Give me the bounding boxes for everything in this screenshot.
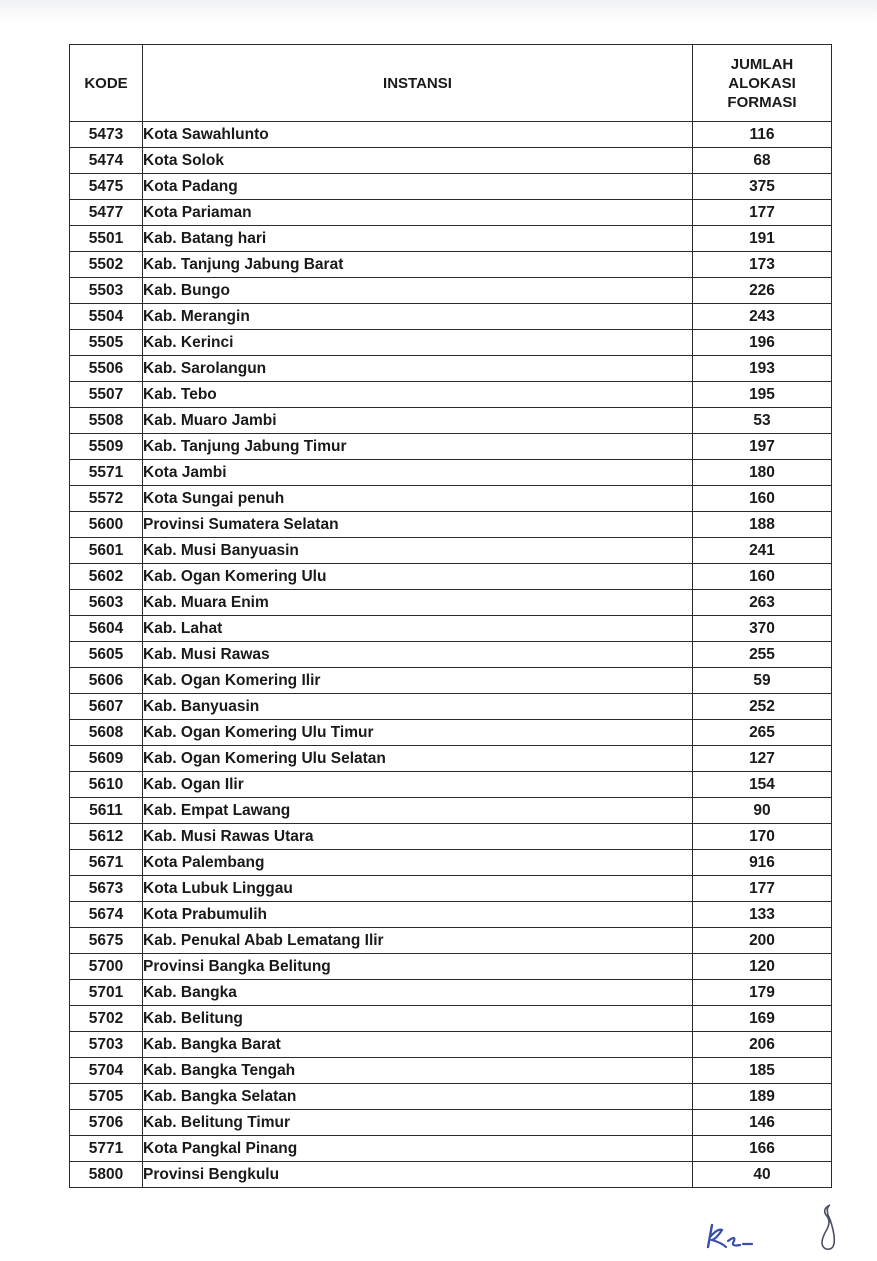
jumlah-cell: 160: [693, 564, 832, 590]
jumlah-cell: 200: [693, 928, 832, 954]
instansi-cell: Kab. Tanjung Jabung Timur: [143, 434, 693, 460]
instansi-cell: Kab. Bangka Barat: [143, 1032, 693, 1058]
jumlah-cell: 263: [693, 590, 832, 616]
kode-cell: 5507: [70, 382, 143, 408]
kode-cell: 5604: [70, 616, 143, 642]
instansi-cell: Kab. Belitung: [143, 1006, 693, 1032]
instansi-cell: Kab. Lahat: [143, 616, 693, 642]
header-kode: KODE: [70, 45, 143, 122]
instansi-cell: Kota Lubuk Linggau: [143, 876, 693, 902]
table-row: [70, 720, 832, 746]
instansi-cell: Kota Solok: [143, 148, 693, 174]
jumlah-cell: 59: [693, 668, 832, 694]
kode-cell: 5474: [70, 148, 143, 174]
jumlah-cell: 90: [693, 798, 832, 824]
table-row: [70, 122, 832, 148]
kode-cell: 5473: [70, 122, 143, 148]
instansi-cell: Kab. Bangka Tengah: [143, 1058, 693, 1084]
instansi-cell: Kab. Musi Rawas Utara: [143, 824, 693, 850]
jumlah-cell: 241: [693, 538, 832, 564]
kode-cell: 5674: [70, 902, 143, 928]
instansi-cell: Kab. Ogan Komering Ulu Timur: [143, 720, 693, 746]
instansi-cell: Kab. Sarolangun: [143, 356, 693, 382]
table-row: [70, 200, 832, 226]
jumlah-cell: 177: [693, 876, 832, 902]
table-row: [70, 564, 832, 590]
header-jumlah-line-2: ALOKASI: [728, 74, 796, 92]
kode-cell: 5706: [70, 1110, 143, 1136]
table-row: [70, 772, 832, 798]
kode-cell: 5675: [70, 928, 143, 954]
jumlah-cell: 197: [693, 434, 832, 460]
instansi-cell: Kab. Musi Rawas: [143, 642, 693, 668]
instansi-cell: Kab. Bangka: [143, 980, 693, 1006]
table-row: [70, 148, 832, 174]
jumlah-cell: 146: [693, 1110, 832, 1136]
table-row: [70, 876, 832, 902]
table-row: [70, 1032, 832, 1058]
kode-cell: 5475: [70, 174, 143, 200]
jumlah-cell: 179: [693, 980, 832, 1006]
jumlah-cell: 916: [693, 850, 832, 876]
table-row: [70, 278, 832, 304]
header-instansi: INSTANSI: [143, 45, 693, 122]
table-row: [70, 382, 832, 408]
instansi-cell: Provinsi Bengkulu: [143, 1162, 693, 1188]
instansi-cell: Kota Pangkal Pinang: [143, 1136, 693, 1162]
kode-cell: 5608: [70, 720, 143, 746]
kode-cell: 5509: [70, 434, 143, 460]
kode-cell: 5505: [70, 330, 143, 356]
jumlah-cell: 206: [693, 1032, 832, 1058]
table-row: [70, 980, 832, 1006]
table-row: [70, 408, 832, 434]
jumlah-cell: 195: [693, 382, 832, 408]
jumlah-cell: 265: [693, 720, 832, 746]
kode-cell: 5602: [70, 564, 143, 590]
instansi-cell: Kota Palembang: [143, 850, 693, 876]
jumlah-cell: 166: [693, 1136, 832, 1162]
kode-cell: 5701: [70, 980, 143, 1006]
table-row: [70, 460, 832, 486]
formasi-allocation-table: [69, 44, 832, 1188]
table-row: [70, 1162, 832, 1188]
table-row: [70, 252, 832, 278]
table-row: [70, 642, 832, 668]
kode-cell: 5572: [70, 486, 143, 512]
table-row: [70, 746, 832, 772]
jumlah-cell: 252: [693, 694, 832, 720]
kode-cell: 5503: [70, 278, 143, 304]
jumlah-cell: 133: [693, 902, 832, 928]
table-row: [70, 798, 832, 824]
instansi-cell: Kota Sungai penuh: [143, 486, 693, 512]
kode-cell: 5800: [70, 1162, 143, 1188]
jumlah-cell: 169: [693, 1006, 832, 1032]
table-row: [70, 902, 832, 928]
instansi-cell: Kab. Musi Banyuasin: [143, 538, 693, 564]
instansi-cell: Kab. Penukal Abab Lematang Ilir: [143, 928, 693, 954]
table-row: [70, 694, 832, 720]
table-row: [70, 512, 832, 538]
instansi-cell: Kab. Muara Enim: [143, 590, 693, 616]
instansi-cell: Kota Jambi: [143, 460, 693, 486]
table-row: [70, 226, 832, 252]
kode-cell: 5601: [70, 538, 143, 564]
kode-cell: 5673: [70, 876, 143, 902]
table-row: [70, 1136, 832, 1162]
table-row: [70, 928, 832, 954]
instansi-cell: Kota Prabumulih: [143, 902, 693, 928]
jumlah-cell: 160: [693, 486, 832, 512]
table-body: [70, 122, 832, 1188]
kode-cell: 5610: [70, 772, 143, 798]
kode-cell: 5612: [70, 824, 143, 850]
kode-cell: 5609: [70, 746, 143, 772]
kode-cell: 5502: [70, 252, 143, 278]
table-row: [70, 590, 832, 616]
jumlah-cell: 120: [693, 954, 832, 980]
table-row: [70, 486, 832, 512]
kode-cell: 5605: [70, 642, 143, 668]
instansi-cell: Kab. Belitung Timur: [143, 1110, 693, 1136]
jumlah-cell: 127: [693, 746, 832, 772]
kode-cell: 5771: [70, 1136, 143, 1162]
table-row: [70, 434, 832, 460]
jumlah-cell: 370: [693, 616, 832, 642]
instansi-cell: Kab. Ogan Komering Ulu: [143, 564, 693, 590]
instansi-cell: Kab. Muaro Jambi: [143, 408, 693, 434]
kode-cell: 5603: [70, 590, 143, 616]
jumlah-cell: 375: [693, 174, 832, 200]
table-row: [70, 824, 832, 850]
jumlah-cell: 40: [693, 1162, 832, 1188]
header-jumlah-line-3: FORMASI: [727, 93, 797, 111]
jumlah-cell: 170: [693, 824, 832, 850]
table-row: [70, 330, 832, 356]
table-row: [70, 174, 832, 200]
kode-cell: 5501: [70, 226, 143, 252]
instansi-cell: Kab. Ogan Komering Ulu Selatan: [143, 746, 693, 772]
kode-cell: 5504: [70, 304, 143, 330]
jumlah-cell: 180: [693, 460, 832, 486]
kode-cell: 5508: [70, 408, 143, 434]
jumlah-cell: 255: [693, 642, 832, 668]
instansi-cell: Kab. Banyuasin: [143, 694, 693, 720]
instansi-cell: Kab. Batang hari: [143, 226, 693, 252]
table-row: [70, 356, 832, 382]
instansi-cell: Kab. Ogan Komering Ilir: [143, 668, 693, 694]
kode-cell: 5477: [70, 200, 143, 226]
scan-top-shadow: [0, 0, 877, 22]
jumlah-cell: 191: [693, 226, 832, 252]
jumlah-cell: 189: [693, 1084, 832, 1110]
instansi-cell: Provinsi Sumatera Selatan: [143, 512, 693, 538]
instansi-cell: Kab. Empat Lawang: [143, 798, 693, 824]
instansi-cell: Provinsi Bangka Belitung: [143, 954, 693, 980]
table-row: [70, 616, 832, 642]
instansi-cell: Kab. Bangka Selatan: [143, 1084, 693, 1110]
table-row: [70, 954, 832, 980]
table-row: [70, 538, 832, 564]
jumlah-cell: 196: [693, 330, 832, 356]
kode-cell: 5671: [70, 850, 143, 876]
table-row: [70, 850, 832, 876]
kode-cell: 5705: [70, 1084, 143, 1110]
instansi-cell: Kab. Bungo: [143, 278, 693, 304]
jumlah-cell: 154: [693, 772, 832, 798]
kode-cell: 5704: [70, 1058, 143, 1084]
table-row: [70, 1084, 832, 1110]
jumlah-cell: 188: [693, 512, 832, 538]
instansi-cell: Kab. Kerinci: [143, 330, 693, 356]
handwritten-initials-icon: [700, 1195, 850, 1261]
table-header-row: [70, 45, 832, 122]
kode-cell: 5700: [70, 954, 143, 980]
jumlah-cell: 68: [693, 148, 832, 174]
jumlah-cell: 226: [693, 278, 832, 304]
instansi-cell: Kota Padang: [143, 174, 693, 200]
kode-cell: 5506: [70, 356, 143, 382]
kode-cell: 5571: [70, 460, 143, 486]
table-row: [70, 1006, 832, 1032]
table-row: [70, 1058, 832, 1084]
jumlah-cell: 116: [693, 122, 832, 148]
kode-cell: 5611: [70, 798, 143, 824]
header-jumlah-alokasi-formasi: [693, 45, 832, 122]
table-row: [70, 1110, 832, 1136]
instansi-cell: Kota Pariaman: [143, 200, 693, 226]
instansi-cell: Kab. Merangin: [143, 304, 693, 330]
jumlah-cell: 193: [693, 356, 832, 382]
table-row: [70, 304, 832, 330]
jumlah-cell: 185: [693, 1058, 832, 1084]
kode-cell: 5607: [70, 694, 143, 720]
kode-cell: 5600: [70, 512, 143, 538]
instansi-cell: Kab. Tebo: [143, 382, 693, 408]
instansi-cell: Kab. Ogan Ilir: [143, 772, 693, 798]
kode-cell: 5702: [70, 1006, 143, 1032]
kode-cell: 5606: [70, 668, 143, 694]
table-row: [70, 668, 832, 694]
jumlah-cell: 177: [693, 200, 832, 226]
jumlah-cell: 173: [693, 252, 832, 278]
jumlah-cell: 243: [693, 304, 832, 330]
instansi-cell: Kab. Tanjung Jabung Barat: [143, 252, 693, 278]
header-jumlah-line-1: JUMLAH: [730, 55, 794, 73]
instansi-cell: Kota Sawahlunto: [143, 122, 693, 148]
jumlah-cell: 53: [693, 408, 832, 434]
kode-cell: 5703: [70, 1032, 143, 1058]
